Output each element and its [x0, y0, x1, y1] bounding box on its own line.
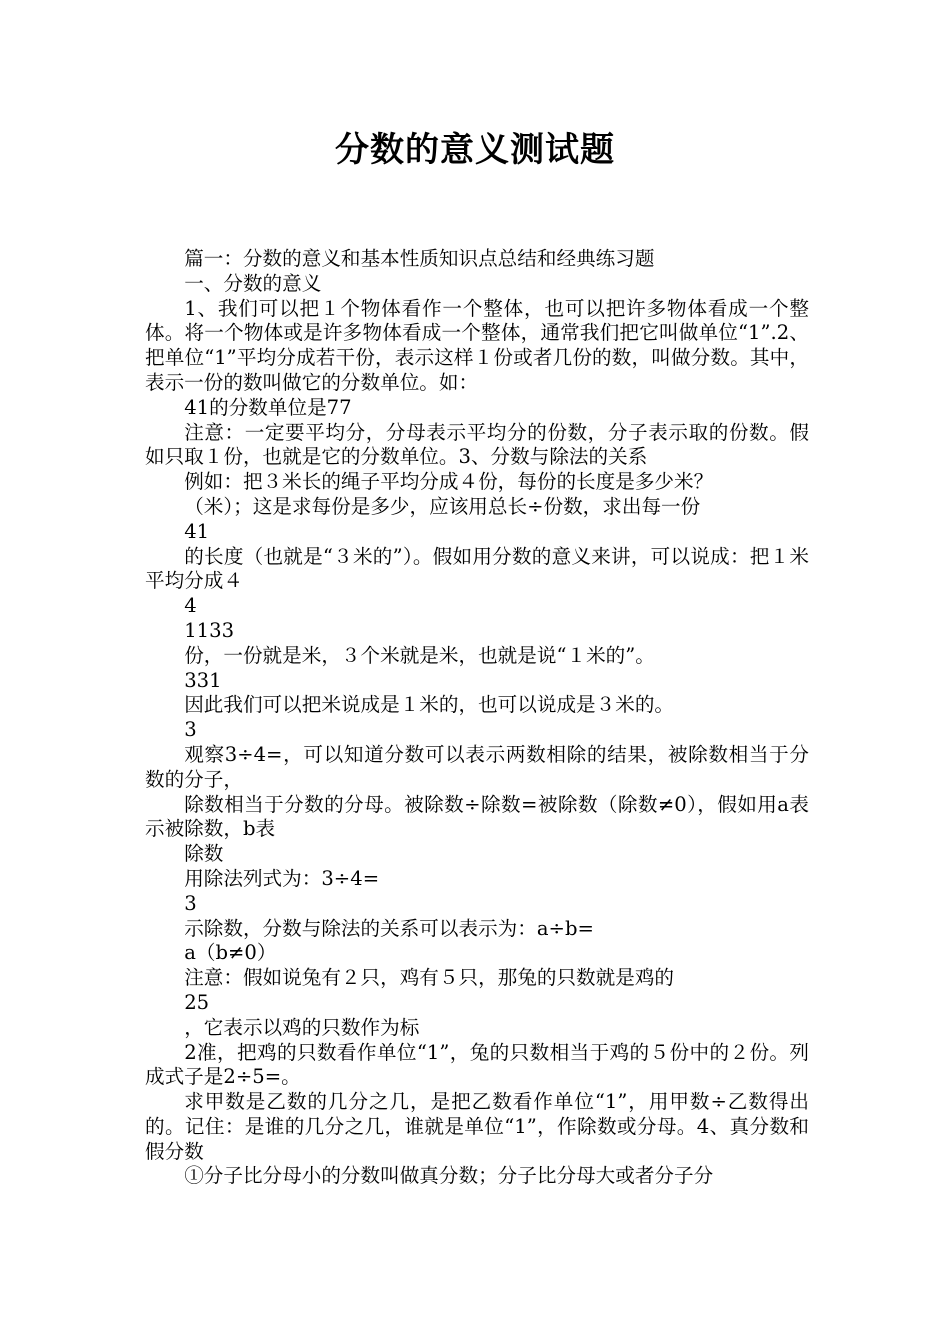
paragraph: 份，一份就是米，３个米就是米，也就是说“１米的”。	[184, 643, 655, 667]
paragraph: ，它表示以鸡的只数作为标	[184, 1015, 420, 1039]
paragraph: 1、我们可以把１个物体看作一个整体，也可以把许多物体看成一个整体。将一个物体或是许多物体看成一个整体，通常我们把它叫做单位“1”.2、把单位“1”平均分成若干份，表示这样１份或者几份的数，叫做分数。其中，表示一份的数叫做它的分数单位。如：	[145, 296, 809, 394]
document-title: 分数的意义测试题	[335, 130, 615, 170]
paragraph: 因此我们可以把米说成是１米的，也可以说成是３米的。	[184, 693, 675, 717]
paragraph: 2准，把鸡的只数看作单位“1”，兔的只数相当于鸡的５份中的２份。列成式子是2÷5=。	[145, 1040, 809, 1089]
paragraph: （米）；这是求每份是多少，应该用总长÷份数，求出每一份	[184, 494, 701, 518]
paragraph: 求甲数是乙数的几分之几，是把乙数看作单位“1”，用甲数÷乙数得出的。记住：是谁的几分之几，谁就是单位“1”，作除数或分母。4、真分数和假分数	[145, 1090, 809, 1163]
paragraph: 除数相当于分数的分母。被除数÷除数=被除数（除数≠0），假如用a表示被除数，b表	[145, 792, 809, 841]
paragraph: 4	[184, 594, 197, 618]
paragraph: 3	[184, 891, 197, 915]
paragraph: 示除数，分数与除法的关系可以表示为：a÷b=	[184, 916, 594, 940]
paragraph: 篇一：分数的意义和基本性质知识点总结和经典练习题	[184, 247, 655, 270]
document-body	[145, 247, 809, 1189]
paragraph: 的长度（也就是“３米的”）。假如用分数的意义来讲，可以说成：把１米平均分成４	[145, 544, 809, 593]
paragraph: 25	[184, 990, 210, 1014]
paragraph: 331	[184, 668, 222, 692]
paragraph: 观察3÷4=，可以知道分数可以表示两数相除的结果，被除数相当于分数的分子，	[145, 742, 809, 791]
paragraph: 3	[184, 718, 197, 742]
paragraph: 41的分数单位是77	[184, 395, 352, 419]
paragraph: 1133	[184, 618, 235, 642]
paragraph: ①分子比分母小的分数叫做真分数；分子比分母大或者分子分	[184, 1164, 714, 1188]
paragraph: 一、分数的意义	[184, 271, 322, 295]
paragraph: 例如：把３米长的绳子平均分成４份，每份的长度是多少米？	[184, 470, 714, 494]
paragraph: 用除法列式为：3÷4=	[184, 866, 380, 890]
paragraph: 除数	[184, 842, 224, 866]
paragraph: 41	[184, 519, 210, 543]
paragraph: 注意：假如说兔有２只，鸡有５只，那兔的只数就是鸡的	[184, 966, 675, 990]
paragraph: 注意：一定要平均分，分母表示平均分的份数，分子表示取的份数。假如只取１份，也就是它的分数单位。3、分数与除法的关系	[145, 420, 809, 469]
paragraph: a（b≠0）	[184, 941, 277, 965]
